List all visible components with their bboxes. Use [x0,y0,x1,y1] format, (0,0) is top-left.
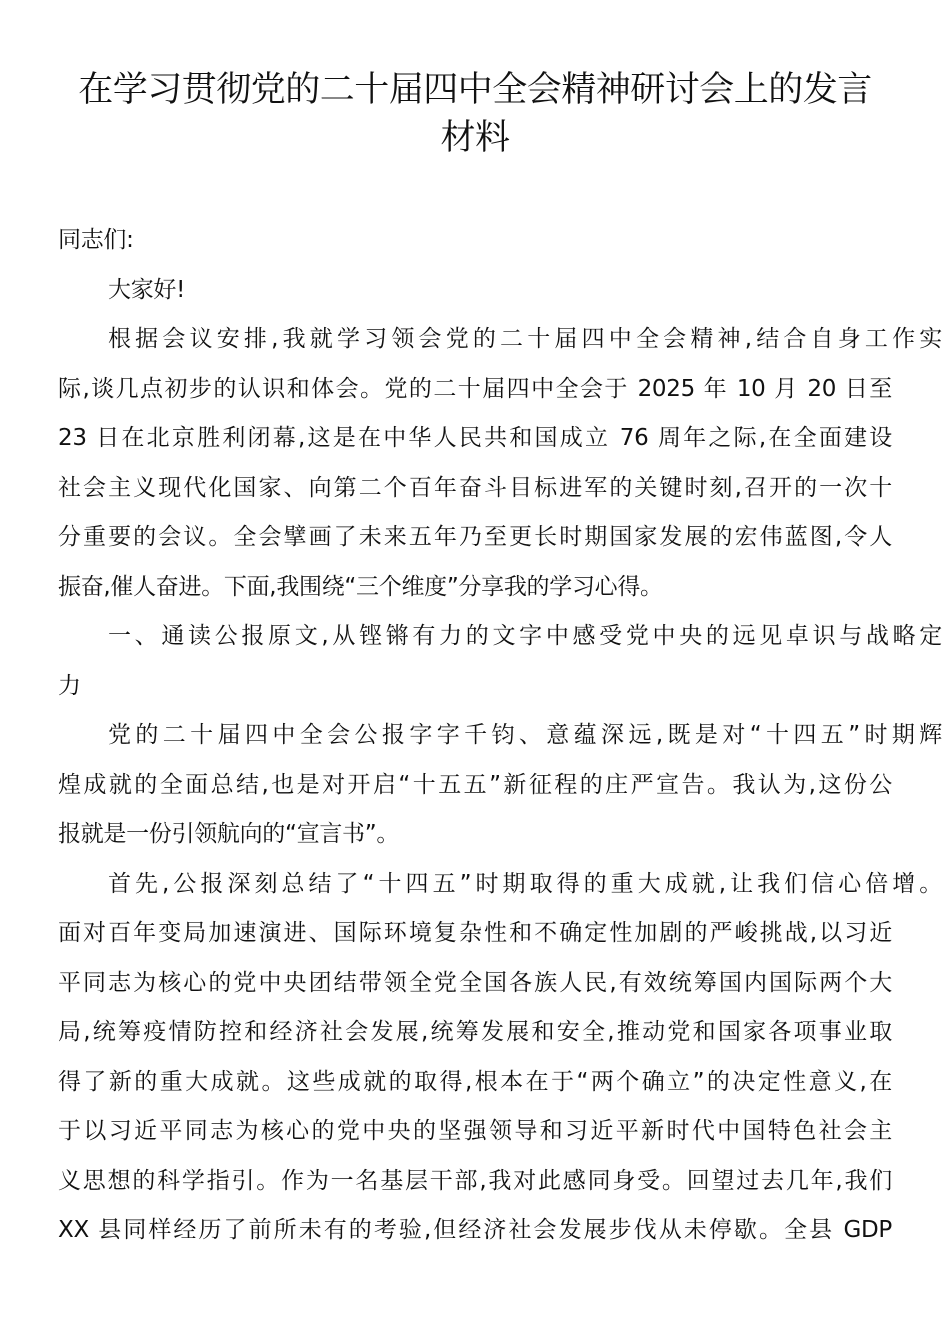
body-line: 首先,公报深刻总结了“十四五”时期取得的重大成就,让我们信心倍增。 [108,870,942,897]
body-line: 义思想的科学指引。作为一名基层干部,我对此感同身受。回望过去几年,我们 [58,1167,892,1194]
body-line: 局,统筹疫情防控和经济社会发展,统筹发展和安全,推动党和国家各项事业取 [58,1019,892,1045]
title-line-2: 材料 [440,118,510,158]
body-line: 振奋,催人奋进。下面,我围绕“三个维度”分享我的学习心得。 [58,573,663,600]
document-title [0,66,950,162]
document-body [58,222,942,1262]
body-line: 报就是一份引领航向的“宣言书”。 [58,821,400,847]
section-heading-1: 一、通读公报原文,从铿锵有力的文字中感受党中央的远见卓识与战略定 [108,623,942,649]
body-line: 煌成就的全面总结,也是对开启“十五五”新征程的庄严宣告。我认为,这份公 [58,771,892,798]
body-line: XX 县同样经历了前所未有的考验,但经济社会发展步伐从未停歇。全县 GDP [58,1217,892,1243]
salutation: 同志们: [58,227,134,253]
body-line: 分重要的会议。全会擘画了未来五年乃至更长时期国家发展的宏伟蓝图,令人 [58,524,892,550]
body-line: 党的二十届四中全会公报字字千钧、意蕴深远,既是对“十四五”时期辉 [108,722,942,748]
title-line-1: 在学习贯彻党的二十届四中全会精神研讨会上的发言 [78,70,872,110]
body-line: 面对百年变局加速演进、国际环境复杂性和不确定性加剧的严峻挑战,以习近 [58,920,892,946]
body-line: 社会主义现代化国家、向第二个百年奋斗目标进军的关键时刻,召开的一次十 [58,474,892,501]
body-line: 得了新的重大成就。这些成就的取得,根本在于“两个确立”的决定性意义,在 [58,1068,892,1095]
section-heading-1-cont: 力 [58,672,81,699]
body-line: 际,谈几点初步的认识和体会。党的二十届四中全会于 2025 年 10 月 20 日至 [58,375,892,402]
body-line: 根据会议安排,我就学习领会党的二十届四中全会精神,结合自身工作实 [108,326,942,352]
body-line: 于以习近平同志为核心的党中央的坚强领导和习近平新时代中国特色社会主 [58,1118,892,1144]
body-line: 23 日在北京胜利闭幕,这是在中华人民共和国成立 76 周年之际,在全面建设 [58,425,892,451]
greeting: 大家好! [108,276,186,303]
body-line: 平同志为核心的党中央团结带领全党全国各族人民,有效统筹国内国际两个大 [58,969,892,996]
